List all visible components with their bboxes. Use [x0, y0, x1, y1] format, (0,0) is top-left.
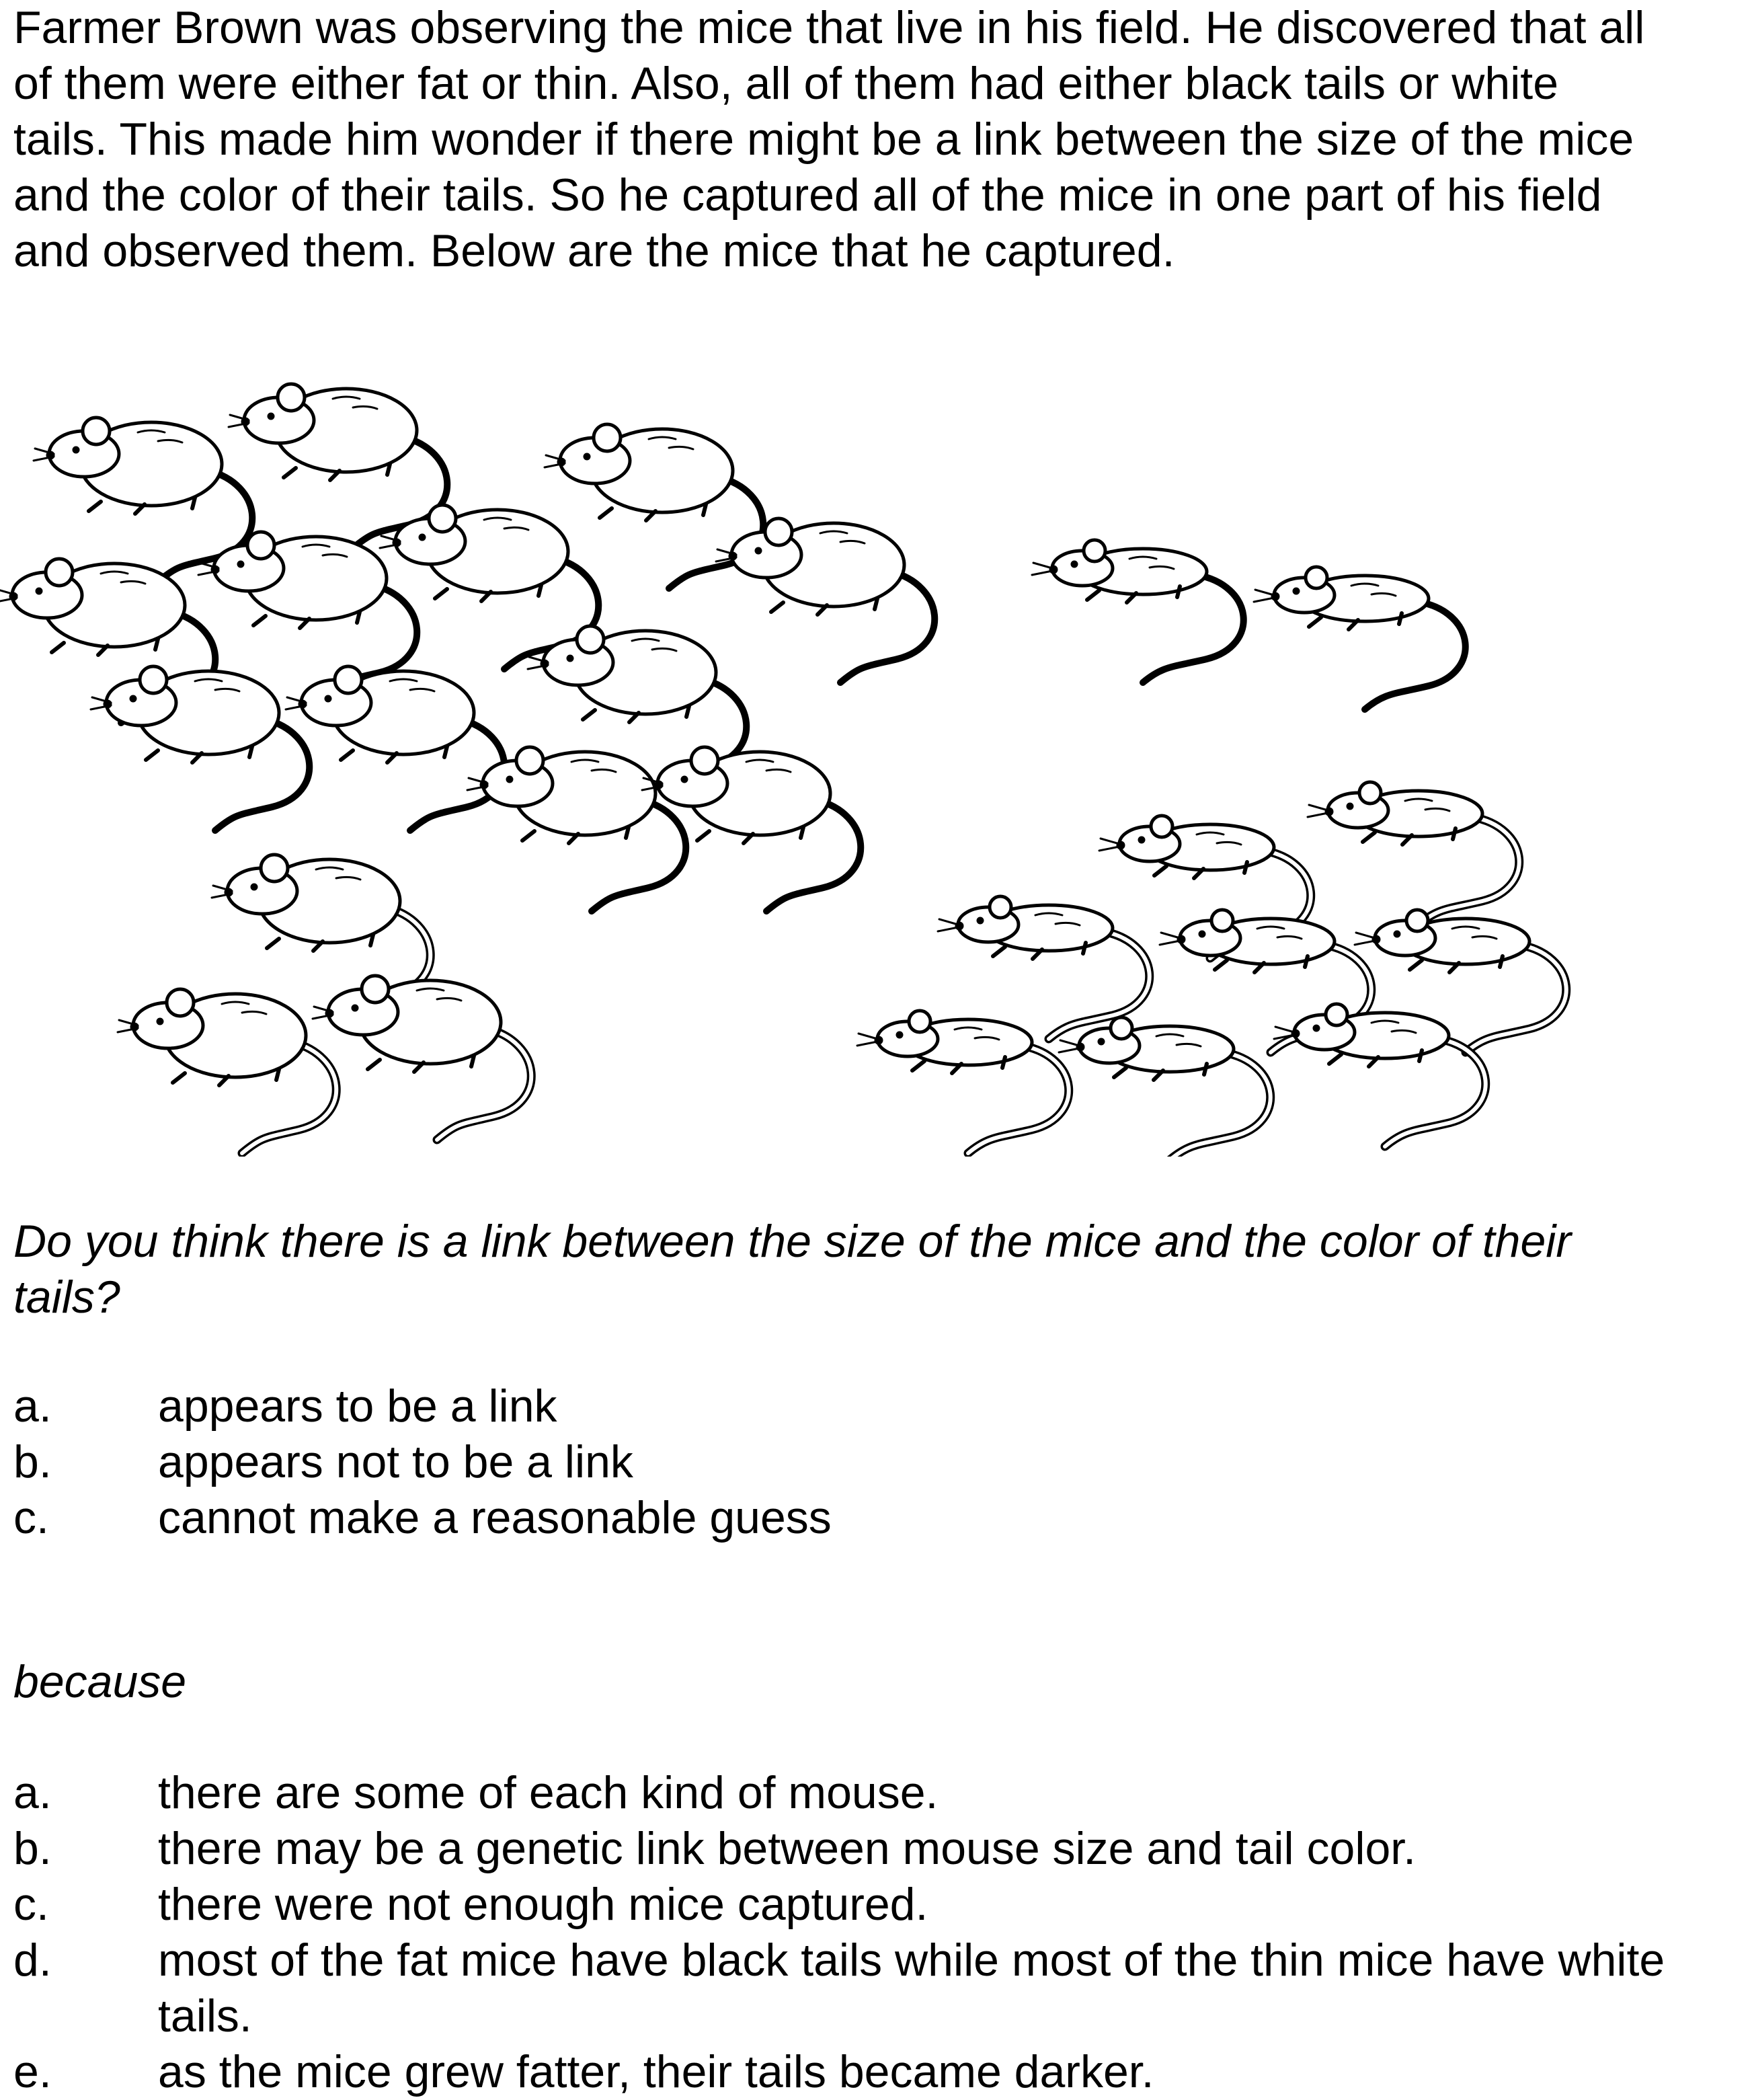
intro-line: and the color of their tails. So he captured all of the mice in one part of his field [13, 169, 1602, 221]
mouse-nose [1291, 1029, 1300, 1038]
mouse-fat-white-tail [313, 976, 531, 1140]
option-text: appears not to be a link [158, 1436, 633, 1487]
mouse-eye [896, 1032, 903, 1038]
mouse-nose [1049, 566, 1058, 574]
mouse-nose [1325, 808, 1333, 816]
intro-line: tails. This made him wonder if there might be a link between the size of the mice [13, 114, 1634, 165]
mouse-ear [1084, 540, 1105, 561]
mouse-eye [130, 695, 136, 702]
intro-paragraph [13, 0, 1748, 279]
mouse-ear [594, 424, 621, 451]
mouse-whiskers [1160, 933, 1180, 945]
option-letter: c. [13, 1492, 49, 1543]
mouse-nose [1271, 592, 1279, 600]
mouse-ear [691, 747, 718, 774]
answer-options-list [13, 1378, 1748, 1546]
mouse-nose [1076, 1043, 1084, 1051]
mouse-eye [1293, 588, 1300, 594]
answer-option-a[interactable] [13, 1378, 1748, 1434]
mouse-eye [325, 695, 331, 702]
mouse-whiskers [938, 919, 958, 931]
question-text [13, 1214, 1735, 1325]
answer-option-b[interactable] [13, 1434, 1748, 1490]
mouse-whiskers [1032, 563, 1052, 575]
mouse-thin-white-tail [1274, 1004, 1486, 1146]
mouse-eye [681, 776, 688, 783]
mouse-eye [977, 917, 984, 924]
mouse-ear [46, 559, 73, 586]
mouse-thin-white-tail [1059, 1017, 1271, 1157]
mouse-eye [1313, 1025, 1320, 1032]
mouse-ear [335, 666, 362, 693]
option-text: there may be a genetic link between mouse size and tail color. [158, 1823, 1417, 1874]
option-text: there were not enough mice captured. [158, 1879, 928, 1930]
mouse-ear [247, 532, 274, 559]
mouse-ear [765, 518, 792, 545]
mouse-ear [577, 626, 604, 653]
mouse-whiskers [1254, 590, 1274, 602]
mouse-fat-black-tail [545, 424, 763, 588]
option-letter: b. [13, 1823, 52, 1874]
option-text: cannot make a reasonable guess [158, 1492, 832, 1543]
intro-line: Farmer Brown was observing the mice that live in his field. He discovered that all [13, 2, 1645, 53]
mouse-ear [278, 384, 305, 411]
mouse-ear [167, 989, 194, 1016]
mouse-eye [755, 547, 762, 554]
mouse-nose [1372, 935, 1380, 943]
option-letter: b. [13, 1436, 52, 1487]
mouse-nose [1177, 935, 1185, 943]
mouse-eye [157, 1018, 163, 1025]
option-text: as the mice grew fatter, their tails became darker. [158, 2046, 1154, 2097]
mouse-eye [268, 413, 274, 420]
option-text: appears to be a link [158, 1380, 557, 1432]
reason-option-d[interactable] [13, 1933, 1748, 2044]
mouse-fat-black-tail [642, 747, 861, 911]
mouse-eye [73, 446, 79, 453]
mouse-ear [1326, 1004, 1347, 1025]
mouse-ear [429, 505, 456, 532]
mouse-eye [36, 588, 42, 594]
mouse-ear [1111, 1017, 1132, 1039]
mouse-eye [1199, 931, 1205, 937]
mouse-eye [352, 1005, 358, 1011]
mouse-fat-black-tail [716, 518, 934, 683]
reason-option-c[interactable] [13, 1877, 1748, 1933]
reason-option-e[interactable] [13, 2044, 1748, 2100]
reason-option-b[interactable] [13, 1821, 1748, 1877]
mouse-ear [1406, 910, 1428, 931]
mouse-thin-white-tail [1308, 782, 1519, 925]
mouse-thin-white-tail [857, 1011, 1069, 1153]
mouse-eye [506, 776, 513, 783]
mouse-eye [419, 534, 426, 541]
mouse-eye [251, 884, 257, 890]
option-letter: c. [13, 1879, 49, 1930]
mouse-fat-black-tail [91, 666, 309, 830]
mouse-thin-black-tail [1254, 567, 1466, 709]
question-line: Do you think there is a link between the size of the mice and the color of their [13, 1216, 1572, 1267]
mouse-fat-white-tail [118, 989, 336, 1153]
option-letter: d. [13, 1935, 52, 1986]
mouse-whiskers [1355, 933, 1375, 945]
mouse-eye [1138, 837, 1145, 843]
option-text: most of the fat mice have black tails while most of the thin mice have white tails. [158, 1935, 1665, 2041]
mouse-whiskers [1059, 1040, 1079, 1052]
mouse-whiskers [857, 1034, 877, 1046]
option-letter: a. [13, 1767, 52, 1818]
mouse-ear [1211, 910, 1233, 931]
mouse-eye [1071, 561, 1078, 568]
mouse-ear [362, 976, 389, 1003]
mouse-fat-black-tail [286, 666, 504, 830]
mouse-nose [1117, 841, 1125, 849]
mouse-eye [1098, 1038, 1105, 1045]
mouse-whiskers [1308, 805, 1328, 817]
mouse-eye [584, 453, 590, 460]
mouse-ear [83, 418, 110, 444]
option-text: there are some of each kind of mouse. [158, 1767, 939, 1818]
reason-options-list [13, 1765, 1748, 2100]
mouse-ear [909, 1011, 930, 1032]
mouse-ear [516, 747, 543, 774]
mouse-whiskers [1099, 839, 1119, 851]
mouse-thin-black-tail [1032, 540, 1244, 683]
mouse-eye [567, 655, 573, 662]
mouse-eye [237, 561, 244, 568]
mice-illustration [0, 350, 1752, 1157]
mouse-ear [261, 855, 288, 882]
mouse-eye [1347, 803, 1353, 810]
intro-line: and observed them. Below are the mice that he captured. [13, 225, 1175, 276]
option-letter: a. [13, 1380, 52, 1432]
mouse-ear [140, 666, 167, 693]
question-line: tails? [13, 1272, 120, 1323]
intro-line: of them were either fat or thin. Also, all of them had either black tails or white [13, 58, 1559, 109]
mouse-nose [955, 922, 963, 930]
mouse-ear [1359, 782, 1381, 804]
mouse-ear [1151, 816, 1172, 837]
because-label: because [13, 1656, 187, 1707]
answer-option-c[interactable] [13, 1490, 1748, 1546]
mouse-ear [1306, 567, 1327, 588]
mouse-ear [990, 896, 1011, 918]
mouse-nose [875, 1036, 883, 1044]
mouse-eye [1394, 931, 1400, 937]
mouse-fat-black-tail [467, 747, 686, 911]
option-letter: e. [13, 2046, 52, 2097]
reason-option-a[interactable] [13, 1765, 1748, 1821]
